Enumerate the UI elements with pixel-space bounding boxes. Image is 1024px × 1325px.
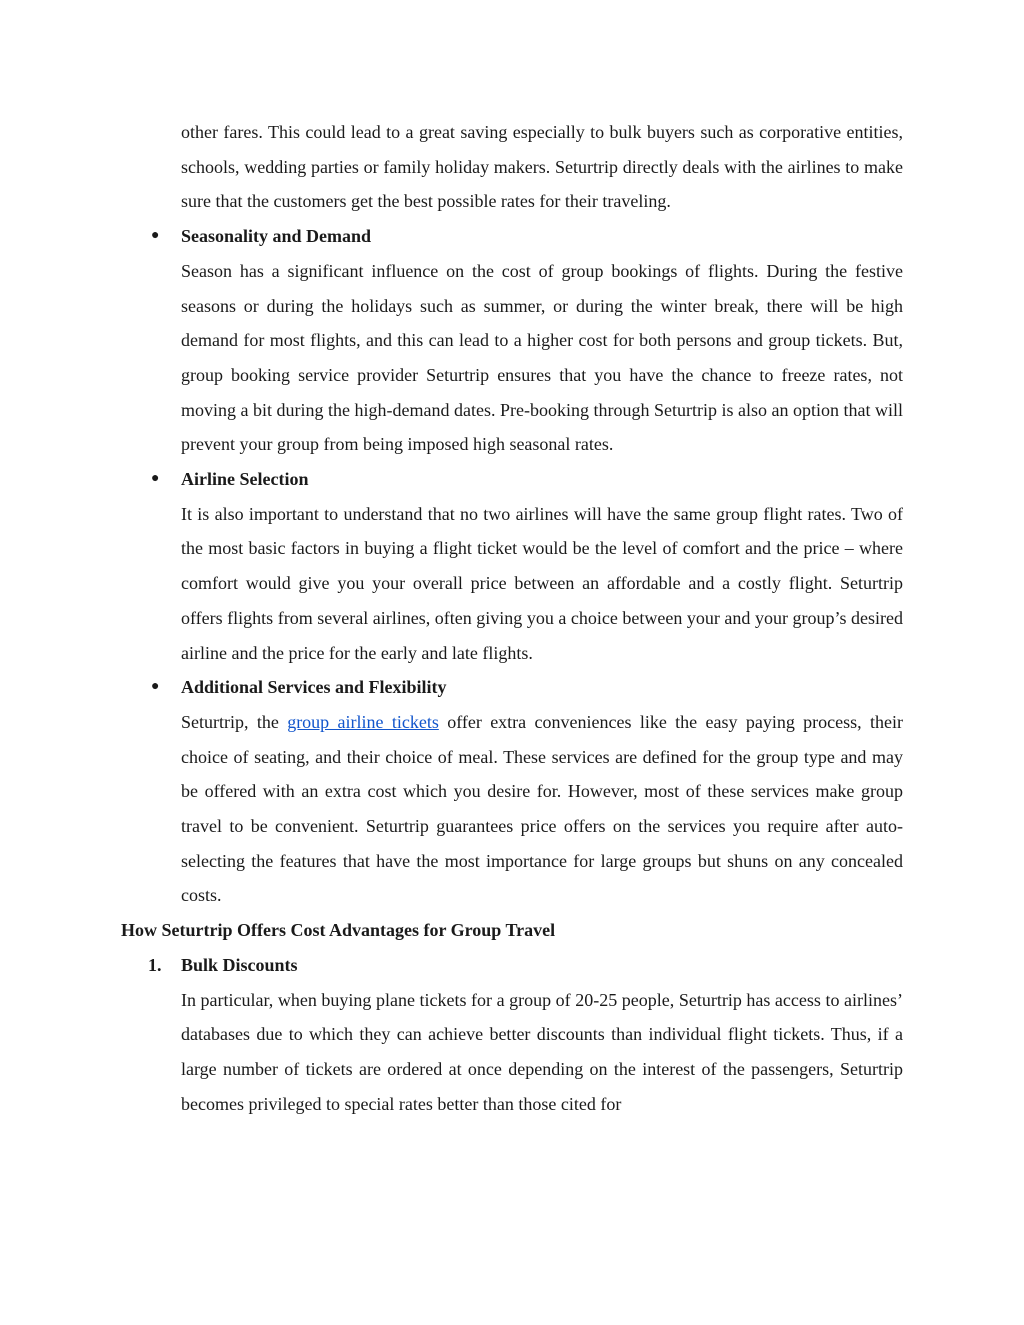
bullet-icon: ● (151, 471, 160, 487)
bullet-heading-text: Seasonality and Demand (181, 226, 372, 247)
intro-paragraph: other fares. This could lead to a great saving especially to bulk buyers such as corporative entities, schools, wedding parties or family holiday makers. Seturtrip directly deals with the airlines to make sure that the customers get the best possible rates for their traveling. (181, 122, 903, 212)
bullet-body-airline-selection: It is also important to understand that no two airlines will have the same group flight rates. Two of the most basic factors in buying a flight ticket would be the level of comfort and the price – where comfort would give you your overall price between an affordable and a costly flight. Seturtrip offers flights from several airlines, often giving you a choice between your and your group’s desired airline and the price for the early and late flights. (181, 503, 903, 663)
numbered-heading-bulk-discounts (148, 948, 903, 983)
bullet-body-seasonality: Season has a significant influence on the cost of group bookings of flights. During the festive seasons or during the holidays such as summer, or during the winter break, there will be high demand for most flights, and this can lead to a higher cost for both persons and group tickets. But, group booking service provider Seturtrip ensures that you have the chance to freeze rates, not moving a bit during the high-demand dates. Pre-booking through Seturtrip is also an option that will prevent your group from being imposed high seasonal rates. (181, 260, 903, 455)
bullet-heading-text: Airline Selection (181, 469, 309, 490)
bullet-heading-seasonality (151, 219, 903, 254)
bullet-heading-text: Additional Services and Flexibility (181, 677, 447, 698)
list-number: 1. (148, 954, 162, 975)
body-text-before-link: Seturtrip, the (181, 711, 288, 732)
bullet-icon: ● (151, 228, 160, 244)
numbered-body-bulk-discounts: In particular, when buying plane tickets for a group of 20-25 people, Seturtrip has access to airlines’ databases due to which they can achieve better discounts than individual flight tickets. Thus, if a large number of tickets are ordered at once depending on the interest of the passengers, Seturtrip becomes privileged to special rates better than those cited for (181, 989, 903, 1114)
numbered-heading-text: Bulk Discounts (181, 954, 298, 975)
group-airline-tickets-link[interactable]: group airline tickets (287, 711, 439, 732)
bullet-icon: ● (151, 679, 160, 695)
body-text-after-link: offer extra conveniences like the easy paying process, their choice of seating, and their choice of meal. These services are defined for the group type and may be offered with an extra cost which you desire for. However, most of these services make group travel to be convenient. Seturtrip guarantees price offers on the services you require after auto-selecting the features that have the most importance for large groups but shuns on any concealed costs. (181, 711, 903, 906)
bullet-heading-airline-selection (151, 462, 903, 497)
bullet-heading-additional-services (151, 670, 903, 705)
document-page (0, 115, 1024, 1121)
section-heading: How Seturtrip Offers Cost Advantages for Group Travel (121, 920, 556, 941)
bullet-body-additional-services (181, 705, 903, 913)
